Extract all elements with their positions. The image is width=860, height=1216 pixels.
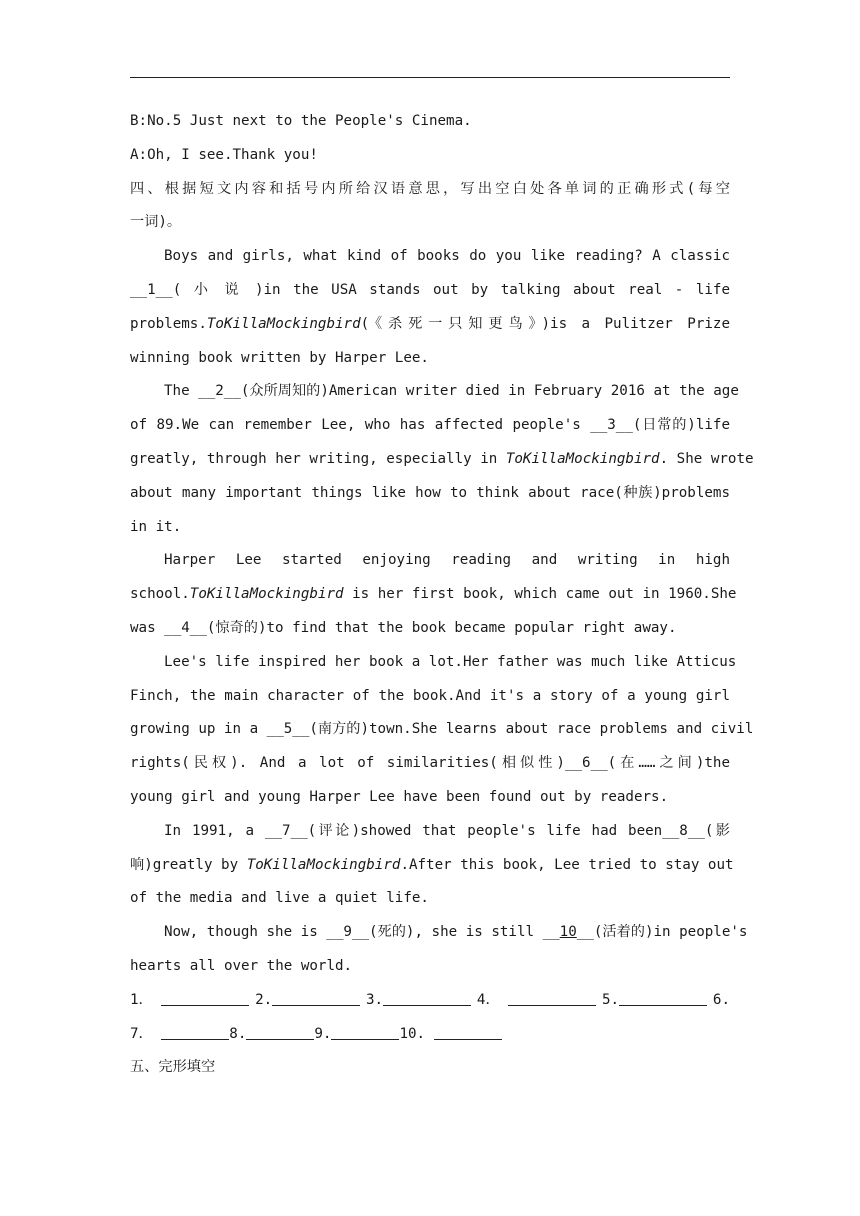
passage-line: rights(民权). And a lot of similarities(相似性)__6__(在……之间)the [130,755,730,772]
answer-blank-8[interactable] [331,1023,399,1040]
book-title: ToKillaMockingbird [189,586,344,603]
book-title: ToKillaMockingbird [206,315,361,332]
header-rule [130,77,730,78]
passage-line: problems.ToKillaMockingbird(《杀死一只知更鸟》)is a Pulitzer Prize [130,315,730,332]
passage-line: about many important things like how to think about race(种族)problems [130,484,730,501]
answer-blank-3[interactable] [383,989,471,1006]
passage-line: Boys and girls, what kind of books do you like reading? A classic [164,248,730,265]
section4-instruction-cont: 一词)。 [130,214,182,231]
section5-heading: 五、完形填空 [130,1059,216,1076]
answer-item: 4． [477,984,596,1018]
passage-line: The __2__(众所周知的)American writer died in February 2016 at the age [164,383,739,400]
answer-blank-1[interactable] [161,989,249,1006]
answer-blank-6[interactable] [161,1023,229,1040]
passage-line: of 89.We can remember Lee, who has affected people's __3__(日常的)life [130,417,730,434]
passage-line: Now, though she is __9__(死的), she is still __10__(活着的)in people's [164,924,748,941]
passage-line: in it. [130,518,182,535]
answer-row-2: 7． 8. 9. 10. [130,1018,730,1052]
passage-line: 响)greatly by ToKillaMockingbird.After this book, Lee tried to stay out [130,856,734,873]
answer-blank-2[interactable] [272,989,360,1006]
passage-line: school.ToKillaMockingbird is her first book, which came out in 1960.She [130,586,737,603]
passage-line: Harper Lee started enjoying reading and writing in high [164,552,730,569]
passage-line: __1__( 小 说 )in the USA stands out by talking about real - life [130,281,730,298]
passage-line: Finch, the main character of the book.And it's a story of a young girl [130,687,730,704]
answer-item: 1． [130,984,249,1018]
answer-item: 6. [712,991,730,1008]
passage-line: greatly, through her writing, especially in ToKillaMockingbird. She wrote [130,450,754,467]
section4-instruction: 四、根据短文内容和括号内所给汉语意思，写出空白处各单词的正确形式(每空 [130,180,730,197]
passage-line: was __4__(惊奇的)to find that the book became popular right away. [130,619,677,636]
answer-item: 2. [255,984,360,1018]
answer-item: 5. [602,984,707,1018]
answer-row-1 [130,984,730,1018]
passage-line: winning book written by Harper Lee. [130,349,429,366]
dialogue-line-b: B:No.5 Just next to the People's Cinema. [130,113,472,129]
passage-line: Lee's life inspired her book a lot.Her father was much like Atticus [164,653,737,670]
answer-blank-9[interactable] [434,1023,502,1040]
passage-line: In 1991, a __7__(评论)showed that people's life had been__8__(影 [164,822,730,839]
document-body [130,105,754,1085]
answer-blank-7[interactable] [246,1023,314,1040]
answer-blank-4[interactable] [508,989,596,1006]
blank-10-number: 10 [559,924,577,941]
answer-item: 3. [366,984,471,1018]
dialogue-line-a: A:Oh, I see.Thank you! [130,146,318,163]
passage-line: of the media and live a quiet life. [130,890,429,907]
passage-line: growing up in a __5__(南方的)town.She learns about race problems and civil [130,721,754,738]
passage-line: young girl and young Harper Lee have been found out by readers. [130,788,669,805]
answer-blank-5[interactable] [619,989,707,1006]
book-title: ToKillaMockingbird [246,856,401,873]
passage-line: hearts all over the world. [130,957,353,974]
book-title: ToKillaMockingbird [505,450,660,467]
